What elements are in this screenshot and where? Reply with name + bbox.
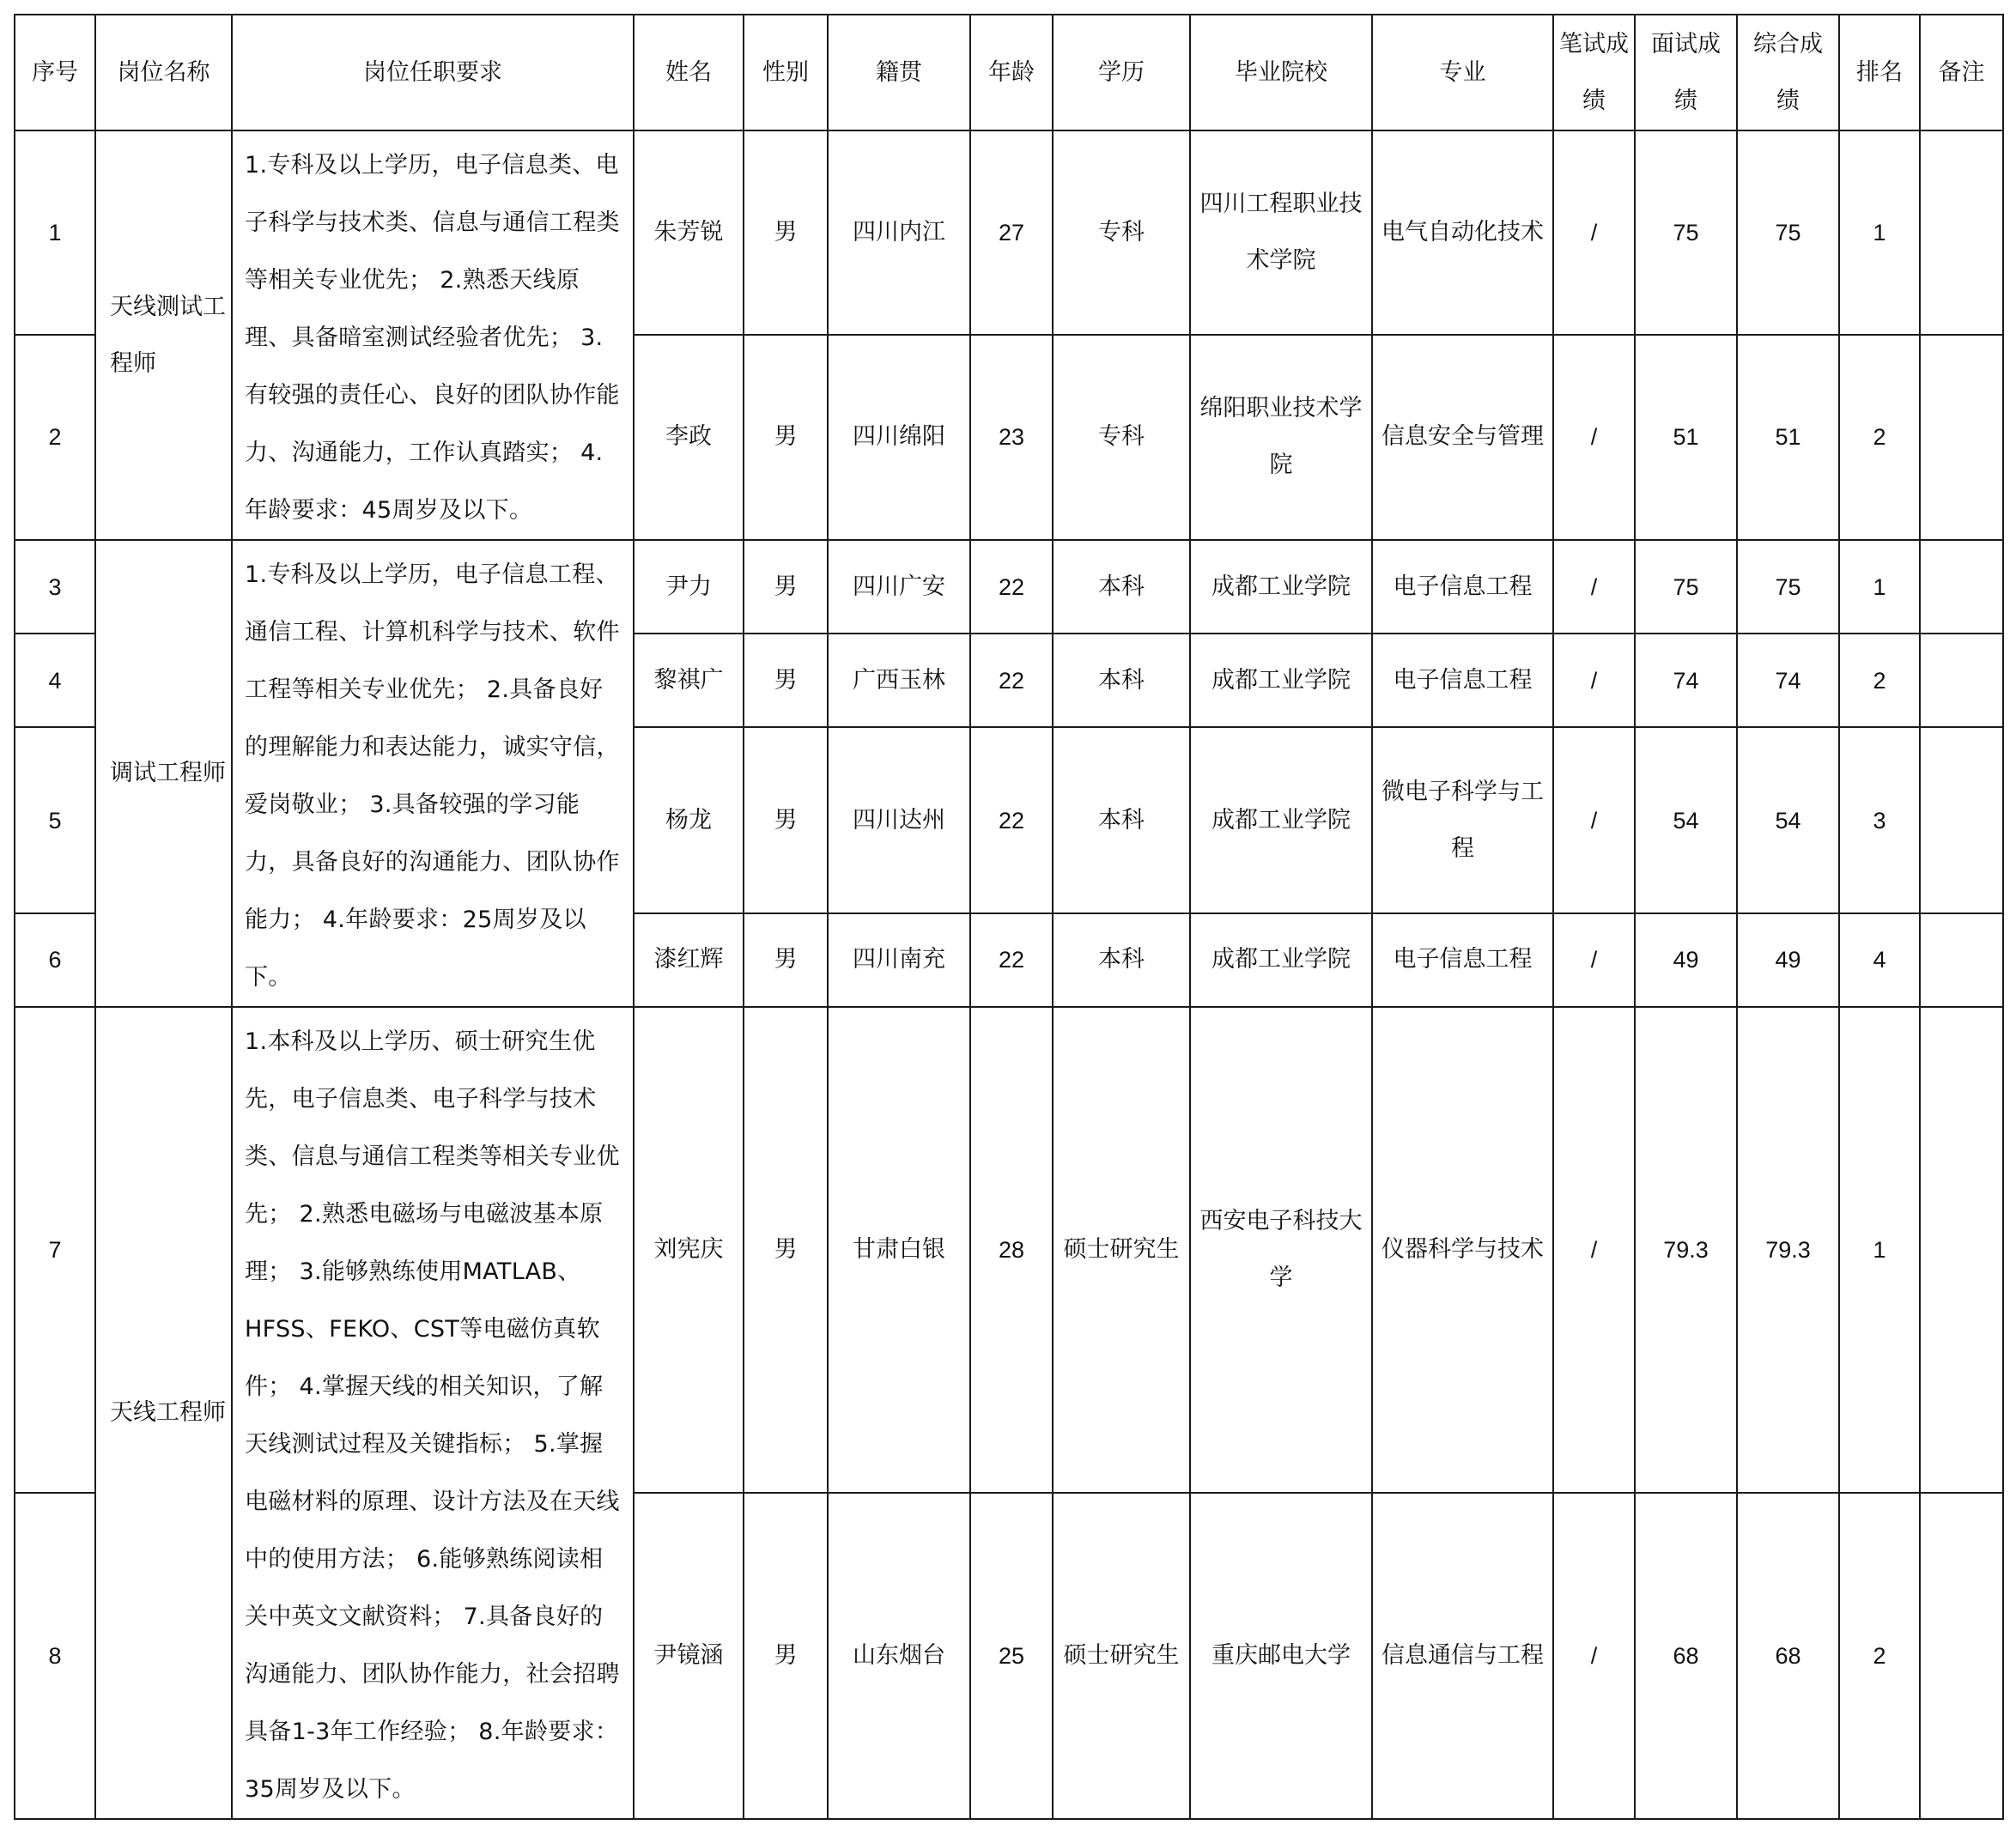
cell-written-score: /	[1553, 634, 1635, 727]
cell-education: 专科	[1053, 335, 1190, 540]
cell-school: 重庆邮电大学	[1190, 1493, 1372, 1819]
cell-hometown: 四川达州	[828, 727, 970, 912]
header-position: 岗位名称	[95, 15, 232, 130]
cell-major: 信息安全与管理	[1372, 335, 1553, 540]
cell-total-score: 54	[1737, 727, 1839, 912]
cell-hometown: 四川广安	[828, 540, 970, 634]
header-education: 学历	[1053, 15, 1190, 130]
cell-total-score: 49	[1737, 913, 1839, 1007]
cell-rank: 3	[1839, 727, 1920, 912]
cell-position: 天线测试工程师	[95, 130, 232, 540]
cell-hometown: 四川南充	[828, 913, 970, 1007]
cell-education: 专科	[1053, 130, 1190, 335]
cell-major: 仪器科学与技术	[1372, 1007, 1553, 1493]
cell-written-score: /	[1553, 130, 1635, 335]
cell-age: 25	[970, 1493, 1053, 1819]
cell-position: 天线工程师	[95, 1007, 232, 1819]
cell-position: 调试工程师	[95, 540, 232, 1007]
cell-remark	[1920, 1007, 2003, 1493]
header-hometown: 籍贯	[828, 15, 970, 130]
table-row	[15, 540, 2003, 634]
cell-gender: 男	[744, 913, 828, 1007]
cell-remark	[1920, 913, 2003, 1007]
cell-rank: 1	[1839, 130, 1920, 335]
cell-written-score: /	[1553, 1493, 1635, 1819]
cell-major: 电子信息工程	[1372, 540, 1553, 634]
cell-name: 刘宪庆	[634, 1007, 744, 1493]
cell-school: 成都工业学院	[1190, 727, 1372, 912]
cell-education: 本科	[1053, 727, 1190, 912]
cell-rank: 2	[1839, 335, 1920, 540]
header-row	[15, 15, 2003, 130]
cell-interview-score: 79.3	[1635, 1007, 1737, 1493]
cell-age: 28	[970, 1007, 1053, 1493]
cell-written-score: /	[1553, 540, 1635, 634]
cell-name: 尹力	[634, 540, 744, 634]
header-written-score: 笔试成绩	[1553, 15, 1635, 130]
header-name: 姓名	[634, 15, 744, 130]
cell-education: 硕士研究生	[1053, 1007, 1190, 1493]
cell-interview-score: 49	[1635, 913, 1737, 1007]
cell-age: 22	[970, 913, 1053, 1007]
header-total-score: 综合成绩	[1737, 15, 1839, 130]
cell-gender: 男	[744, 727, 828, 912]
header-remark: 备注	[1920, 15, 2003, 130]
cell-education: 本科	[1053, 540, 1190, 634]
table-row	[15, 130, 2003, 335]
cell-seq: 1	[15, 130, 95, 335]
cell-major: 信息通信与工程	[1372, 1493, 1553, 1819]
cell-requirements: 1.专科及以上学历，电子信息工程、通信工程、计算机科学与技术、软件工程等相关专业优先； 2.具备良好的理解能力和表达能力，诚实守信，爱岗敬业； 3.具备较强的学习能力，具备良好的沟通能力、团队协作能力； 4.年龄要求：25周岁及以下。	[232, 540, 634, 1007]
header-school: 毕业院校	[1190, 15, 1372, 130]
table-row	[15, 1007, 2003, 1493]
cell-seq: 5	[15, 727, 95, 912]
cell-major: 微电子科学与工程	[1372, 727, 1553, 912]
cell-seq: 6	[15, 913, 95, 1007]
cell-education: 本科	[1053, 634, 1190, 727]
cell-name: 杨龙	[634, 727, 744, 912]
cell-age: 22	[970, 540, 1053, 634]
cell-written-score: /	[1553, 1007, 1635, 1493]
cell-interview-score: 75	[1635, 130, 1737, 335]
cell-hometown: 甘肃白银	[828, 1007, 970, 1493]
cell-gender: 男	[744, 634, 828, 727]
cell-seq: 2	[15, 335, 95, 540]
header-interview-score: 面试成绩	[1635, 15, 1737, 130]
cell-remark	[1920, 540, 2003, 634]
cell-education: 本科	[1053, 913, 1190, 1007]
cell-rank: 4	[1839, 913, 1920, 1007]
cell-requirements: 1.本科及以上学历、硕士研究生优先，电子信息类、电子科学与技术类、信息与通信工程类等相关专业优先； 2.熟悉电磁场与电磁波基本原理； 3.能够熟练使用MATLAB、HFSS、FEKO、CST等电磁仿真软件； 4.掌握天线的相关知识，了解天线测试过程及关键指标； 5.掌握电磁材料的原理、设计方法及在天线中的使用方法； 6.能够熟练阅读相关中英文文献资料； 7.具备良好的沟通能力、团队协作能力，社会招聘具备1-3年工作经验； 8.年龄要求：35周岁及以下。	[232, 1007, 634, 1819]
cell-name: 李政	[634, 335, 744, 540]
cell-gender: 男	[744, 335, 828, 540]
cell-hometown: 四川内江	[828, 130, 970, 335]
header-age: 年龄	[970, 15, 1053, 130]
cell-school: 四川工程职业技术学院	[1190, 130, 1372, 335]
cell-requirements: 1.专科及以上学历，电子信息类、电子科学与技术类、信息与通信工程类等相关专业优先； 2.熟悉天线原理、具备暗室测试经验者优先； 3.有较强的责任心、良好的团队协作能力、沟通能力，工作认真踏实； 4.年龄要求：45周岁及以下。	[232, 130, 634, 540]
cell-hometown: 广西玉林	[828, 634, 970, 727]
cell-written-score: /	[1553, 727, 1635, 912]
cell-school: 绵阳职业技术学院	[1190, 335, 1372, 540]
cell-written-score: /	[1553, 335, 1635, 540]
header-requirements: 岗位任职要求	[232, 15, 634, 130]
cell-remark	[1920, 727, 2003, 912]
cell-rank: 1	[1839, 1007, 1920, 1493]
cell-interview-score: 51	[1635, 335, 1737, 540]
cell-age: 23	[970, 335, 1053, 540]
header-major: 专业	[1372, 15, 1553, 130]
cell-school: 西安电子科技大学	[1190, 1007, 1372, 1493]
header-gender: 性别	[744, 15, 828, 130]
cell-age: 22	[970, 634, 1053, 727]
cell-hometown: 四川绵阳	[828, 335, 970, 540]
cell-rank: 2	[1839, 634, 1920, 727]
cell-total-score: 51	[1737, 335, 1839, 540]
header-seq: 序号	[15, 15, 95, 130]
cell-name: 黎祺广	[634, 634, 744, 727]
cell-interview-score: 68	[1635, 1493, 1737, 1819]
cell-school: 成都工业学院	[1190, 540, 1372, 634]
cell-education: 硕士研究生	[1053, 1493, 1190, 1819]
cell-name: 朱芳锐	[634, 130, 744, 335]
cell-major: 电子信息工程	[1372, 634, 1553, 727]
header-rank: 排名	[1839, 15, 1920, 130]
cell-interview-score: 74	[1635, 634, 1737, 727]
cell-remark	[1920, 130, 2003, 335]
cell-total-score: 75	[1737, 130, 1839, 335]
cell-interview-score: 54	[1635, 727, 1737, 912]
cell-remark	[1920, 335, 2003, 540]
cell-total-score: 74	[1737, 634, 1839, 727]
cell-written-score: /	[1553, 913, 1635, 1007]
cell-major: 电气自动化技术	[1372, 130, 1553, 335]
cell-interview-score: 75	[1635, 540, 1737, 634]
cell-total-score: 79.3	[1737, 1007, 1839, 1493]
cell-gender: 男	[744, 1493, 828, 1819]
cell-seq: 4	[15, 634, 95, 727]
cell-age: 27	[970, 130, 1053, 335]
cell-total-score: 68	[1737, 1493, 1839, 1819]
cell-seq: 8	[15, 1493, 95, 1819]
cell-remark	[1920, 1493, 2003, 1819]
cell-age: 22	[970, 727, 1053, 912]
cell-remark	[1920, 634, 2003, 727]
cell-rank: 2	[1839, 1493, 1920, 1819]
cell-rank: 1	[1839, 540, 1920, 634]
cell-seq: 7	[15, 1007, 95, 1493]
cell-major: 电子信息工程	[1372, 913, 1553, 1007]
cell-gender: 男	[744, 130, 828, 335]
cell-name: 尹镜涵	[634, 1493, 744, 1819]
cell-gender: 男	[744, 1007, 828, 1493]
cell-gender: 男	[744, 540, 828, 634]
cell-hometown: 山东烟台	[828, 1493, 970, 1819]
cell-seq: 3	[15, 540, 95, 634]
results-table	[14, 14, 2004, 1820]
cell-school: 成都工业学院	[1190, 913, 1372, 1007]
cell-school: 成都工业学院	[1190, 634, 1372, 727]
cell-name: 漆红辉	[634, 913, 744, 1007]
cell-total-score: 75	[1737, 540, 1839, 634]
